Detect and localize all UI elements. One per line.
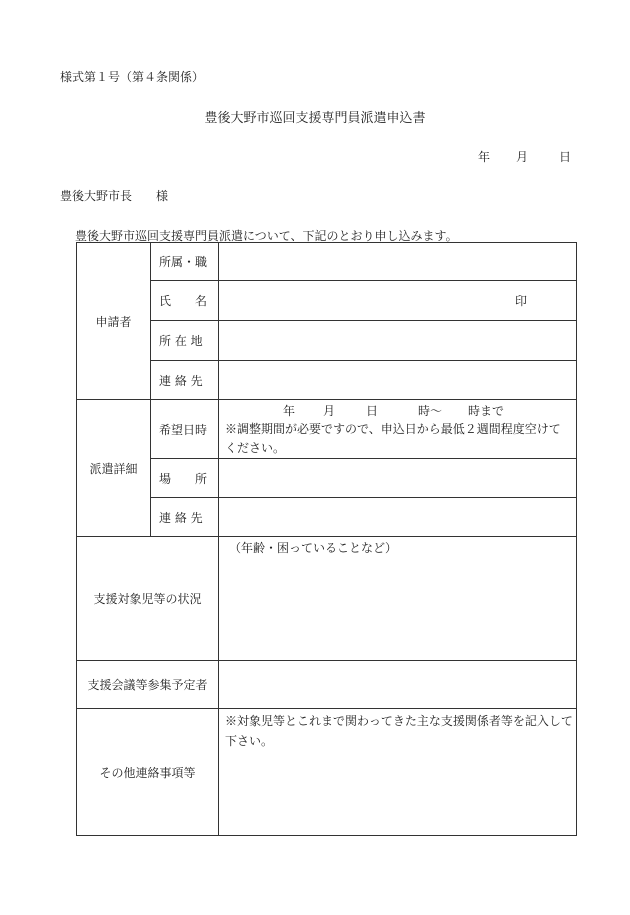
date-day: 日 [559, 150, 572, 164]
affiliation-field[interactable] [219, 243, 577, 281]
page-title: 豊後大野市巡回支援専門員派遣申込書 [204, 111, 426, 126]
address-label: 所 在 地 [151, 321, 219, 361]
form-number: 様式第１号（第４条関係） [60, 70, 205, 84]
dispatch-contact-field[interactable] [219, 498, 577, 537]
desired-datetime-field[interactable] [219, 400, 577, 459]
date-year: 年 [478, 150, 491, 164]
datetime-start-hour: 時～ [418, 404, 443, 418]
applicant-section-label: 申請者 [77, 243, 151, 400]
datetime-template [283, 402, 504, 419]
address-field[interactable] [219, 321, 577, 361]
name-field[interactable] [219, 281, 577, 321]
child-status-field[interactable] [219, 537, 577, 661]
datetime-day: 日 [366, 404, 379, 418]
applicant-contact-label: 連 絡 先 [151, 361, 219, 400]
date-month: 月 [516, 150, 529, 164]
name-label: 氏 名 [151, 281, 219, 321]
dispatch-contact-label: 連 絡 先 [151, 498, 219, 537]
datetime-end-hour: 時まで [468, 404, 505, 418]
other-notes-field[interactable] [219, 709, 577, 836]
datetime-year: 年 [283, 404, 296, 418]
seal-mark: 印 [515, 294, 528, 308]
meeting-attendees-field[interactable] [219, 661, 577, 709]
datetime-month: 月 [323, 404, 336, 418]
intro-text: 豊後大野市巡回支援専門員派遣について、下記のとおり申し込みます。 [75, 229, 458, 243]
application-date [478, 148, 571, 165]
desired-datetime-label: 希望日時 [151, 400, 219, 459]
child-status-hint: （年齢・困っていることなど） [229, 541, 398, 555]
datetime-note: ※調整期間が必要ですので、申込日から最低２週間程度空けてください。 [225, 422, 561, 455]
other-notes-label: その他連絡事項等 [77, 709, 219, 836]
place-field[interactable] [219, 459, 577, 498]
child-status-label: 支援対象児等の状況 [77, 537, 219, 661]
meeting-attendees-label: 支援会議等参集予定者 [77, 661, 219, 709]
applicant-contact-field[interactable] [219, 361, 577, 400]
dispatch-section-label: 派遣詳細 [77, 400, 151, 537]
addressee: 豊後大野市長 様 [60, 189, 169, 203]
place-label: 場 所 [151, 459, 219, 498]
affiliation-label: 所属・職 [151, 243, 219, 281]
other-notes-hint: ※対象児等とこれまで関わってきた主な支援関係者等を記入して下さい。 [225, 714, 573, 748]
application-form-table [76, 242, 577, 836]
